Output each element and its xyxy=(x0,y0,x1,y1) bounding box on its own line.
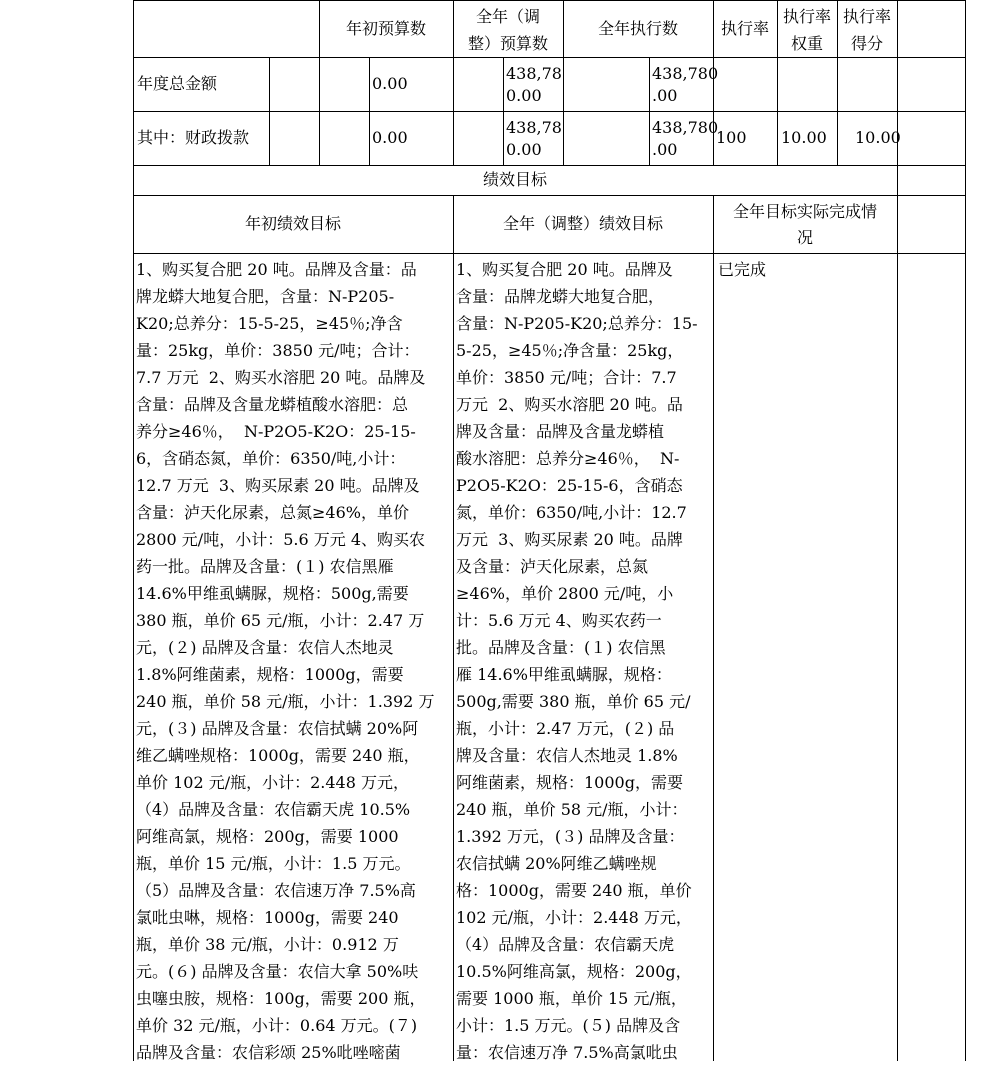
text-line: 元，(２) 品牌及含量：农信人杰地灵 xyxy=(136,638,394,657)
text-line: 阿维菌素，规格：1000g，需要 xyxy=(456,773,683,792)
text-line: 农信拭螨 20%阿维乙螨唑规 xyxy=(456,854,657,873)
text-line: 雁 14.6%甲维虱螨脲，规格： xyxy=(456,665,672,684)
header-rate-score-line1: 执行率 xyxy=(842,7,891,26)
row-fiscal-rate: 100 xyxy=(716,128,747,147)
row-fiscal-adjusted-line2: 0.00 xyxy=(506,140,542,159)
text-line: 养分≥46％， N-P2O5-K2O：25-15- xyxy=(136,422,416,441)
text-line: （5）品牌及含量：农信速万净 7.5%高 xyxy=(136,881,416,900)
header-budget-adjusted-line2: 整）预算数 xyxy=(467,34,548,53)
text-line: 批。品牌及含量：(１) 农信黑 xyxy=(456,638,666,657)
row-total-executed-line2: .00 xyxy=(652,86,678,105)
text-line: 2800 元/吨，小计：5.6 万元 4、购买农 xyxy=(136,530,425,549)
text-line: （4）品牌及含量：农信霸天虎 xyxy=(456,935,675,954)
header-execution-rate: 执行率 xyxy=(720,19,769,38)
row-fiscal-weight: 10.00 xyxy=(781,128,827,147)
text-line: 12.7 万元 3、购买尿素 20 吨。品牌及 xyxy=(136,476,420,495)
text-line: 7.7 万元 2、购买水溶肥 20 吨。品牌及 xyxy=(136,368,426,387)
text-line: 102 元/瓶，小计：2.448 万元， xyxy=(456,908,692,927)
header-budget-initial: 年初预算数 xyxy=(345,19,426,38)
text-line: 元。(６) 品牌及含量：农信大拿 50%呋 xyxy=(136,962,419,981)
row-fiscal-adjusted-line1: 438,78 xyxy=(506,118,562,137)
text-line: 瓶，单价 38 元/瓶，小计：0.912 万 xyxy=(136,935,399,954)
performance-adjusted-text xyxy=(456,256,698,1066)
text-line: 牌及含量：品牌及含量龙蟒植 xyxy=(456,422,665,441)
text-line: 14.6%甲维虱螨脲，规格：500g,需要 xyxy=(136,584,409,603)
text-line: 牌龙蟒大地复合肥，含量：N-P205- xyxy=(136,287,395,306)
row-fiscal-label: 其中：财政拨款 xyxy=(137,128,250,147)
text-line: 虫噻虫胺，规格：100g，需要 200 瓶， xyxy=(136,989,426,1008)
text-line: 计：5.6 万元 4、购买农药一 xyxy=(456,611,662,630)
performance-initial-text xyxy=(136,256,434,1066)
text-line: 1、购买复合肥 20 吨。品牌及 xyxy=(456,260,673,279)
row-total-initial: 0.00 xyxy=(372,74,408,93)
text-line: 牌及含量：农信人杰地灵 1.8% xyxy=(456,746,678,765)
text-line: 药一批。品牌及含量：(１) 农信黑雁 xyxy=(136,557,394,576)
row-fiscal-score: 10.00 xyxy=(855,128,901,147)
text-line: 品牌及含量：农信彩颂 25%吡唑嘧菌 xyxy=(136,1043,401,1062)
text-line: 瓶，单价 15 元/瓶，小计：1.5 万元。 xyxy=(136,854,411,873)
text-line: 380 瓶，单价 65 元/瓶，小计：2.47 万 xyxy=(136,611,425,630)
text-line: 元，(３) 品牌及含量：农信拭螨 20%阿 xyxy=(136,719,419,738)
text-line: 氮，单价：6350/吨,小计：12.7 xyxy=(456,503,687,522)
text-line: 量：农信速万净 7.5%高氯吡虫 xyxy=(456,1043,678,1062)
header-rate-weight-line2: 权重 xyxy=(790,34,823,53)
text-line: 单价 32 元/瓶，小计：0.64 万元。(７) xyxy=(136,1016,418,1035)
text-line: 氯吡虫啉，规格：1000g，需要 240 xyxy=(136,908,399,927)
text-line: 单价 102 元/瓶，小计：2.448 万元， xyxy=(136,773,409,792)
text-line: 及含量：泸天化尿素，总氮 xyxy=(456,557,649,576)
text-line: 500g,需要 380 瓶，单价 65 元/ xyxy=(456,692,691,711)
text-line: 需要 1000 瓶，单价 15 元/瓶， xyxy=(456,989,687,1008)
text-line: P2O5-K2O：25-15-6，含硝态 xyxy=(456,476,683,495)
text-line: 万元 2、购买水溶肥 20 吨。品 xyxy=(456,395,683,414)
row-total-adjusted-line2: 0.00 xyxy=(506,86,542,105)
header-budget-adjusted-line1: 全年（调 xyxy=(475,7,540,26)
row-total-label: 年度总金额 xyxy=(137,74,218,93)
text-line: 1、购买复合肥 20 吨。品牌及含量：品 xyxy=(136,260,417,279)
text-line: 240 瓶，单价 58 元/瓶，小计：1.392 万 xyxy=(136,692,435,711)
text-line: 6，含硝态氮，单价：6350/吨,小计： xyxy=(136,449,406,468)
text-line: 240 瓶，单价 58 元/瓶，小计： xyxy=(456,800,688,819)
header-rate-weight-line1: 执行率 xyxy=(782,7,831,26)
text-line: 1.8%阿维菌素，规格：1000g，需要 xyxy=(136,665,404,684)
text-line: 量：25kg，单价：3850 元/吨；合计： xyxy=(136,341,420,360)
text-line: 小计：1.5 万元。(５) 品牌及含 xyxy=(456,1016,681,1035)
text-line: 含量：N-P205-K20;总养分：15- xyxy=(456,314,698,333)
text-line: 万元 3、购买尿素 20 吨。品牌 xyxy=(456,530,683,549)
text-line: 含量：泸天化尿素，总氮≥46%，单价 xyxy=(136,503,409,522)
text-line: K20;总养分：15-5-25，≥45％;净含 xyxy=(136,314,403,333)
header-rate-score-line2: 得分 xyxy=(850,34,883,53)
text-line: ≥46%，单价 2800 元/吨，小 xyxy=(456,584,674,603)
row-fiscal-executed-line2: .00 xyxy=(652,140,678,159)
performance-col-adjusted: 全年（调整）绩效目标 xyxy=(502,214,663,233)
text-line: 酸水溶肥：总养分≥46％， N- xyxy=(456,449,680,468)
performance-col-actual-line1: 全年目标实际完成情 xyxy=(732,202,877,221)
text-line: 格：1000g，需要 240 瓶，单价 xyxy=(456,881,692,900)
row-total-executed-line1: 438,780 xyxy=(652,64,719,83)
text-line: 单价：3850 元/吨；合计：7.7 xyxy=(456,368,677,387)
text-line: 瓶，小计：2.47 万元，(２) 品 xyxy=(456,719,675,738)
text-line: 1.392 万元，(３) 品牌及含量： xyxy=(456,827,685,846)
performance-actual-value: 已完成 xyxy=(718,260,767,279)
header-executed: 全年执行数 xyxy=(597,19,678,38)
performance-section-title: 绩效目标 xyxy=(482,170,547,189)
text-line: 含量：品牌龙蟒大地复合肥， xyxy=(456,287,665,306)
text-line: 维乙螨唑规格：1000g，需要 240 瓶， xyxy=(136,746,420,765)
performance-col-initial: 年初绩效目标 xyxy=(244,214,341,233)
text-line: 阿维高氯，规格：200g，需要 1000 xyxy=(136,827,399,846)
performance-col-actual-line2: 况 xyxy=(796,228,813,247)
text-line: 5-25，≥45％;净含量：25kg， xyxy=(456,341,684,360)
text-line: （4）品牌及含量：农信霸天虎 10.5% xyxy=(136,800,411,819)
row-fiscal-initial: 0.00 xyxy=(372,128,408,147)
row-total-adjusted-line1: 438,78 xyxy=(506,64,562,83)
row-fiscal-executed-line1: 438,780 xyxy=(652,118,719,137)
text-line: 10.5%阿维高氯，规格：200g， xyxy=(456,962,692,981)
text-line: 含量：品牌及含量龙蟒植酸水溶肥：总 xyxy=(136,395,409,414)
